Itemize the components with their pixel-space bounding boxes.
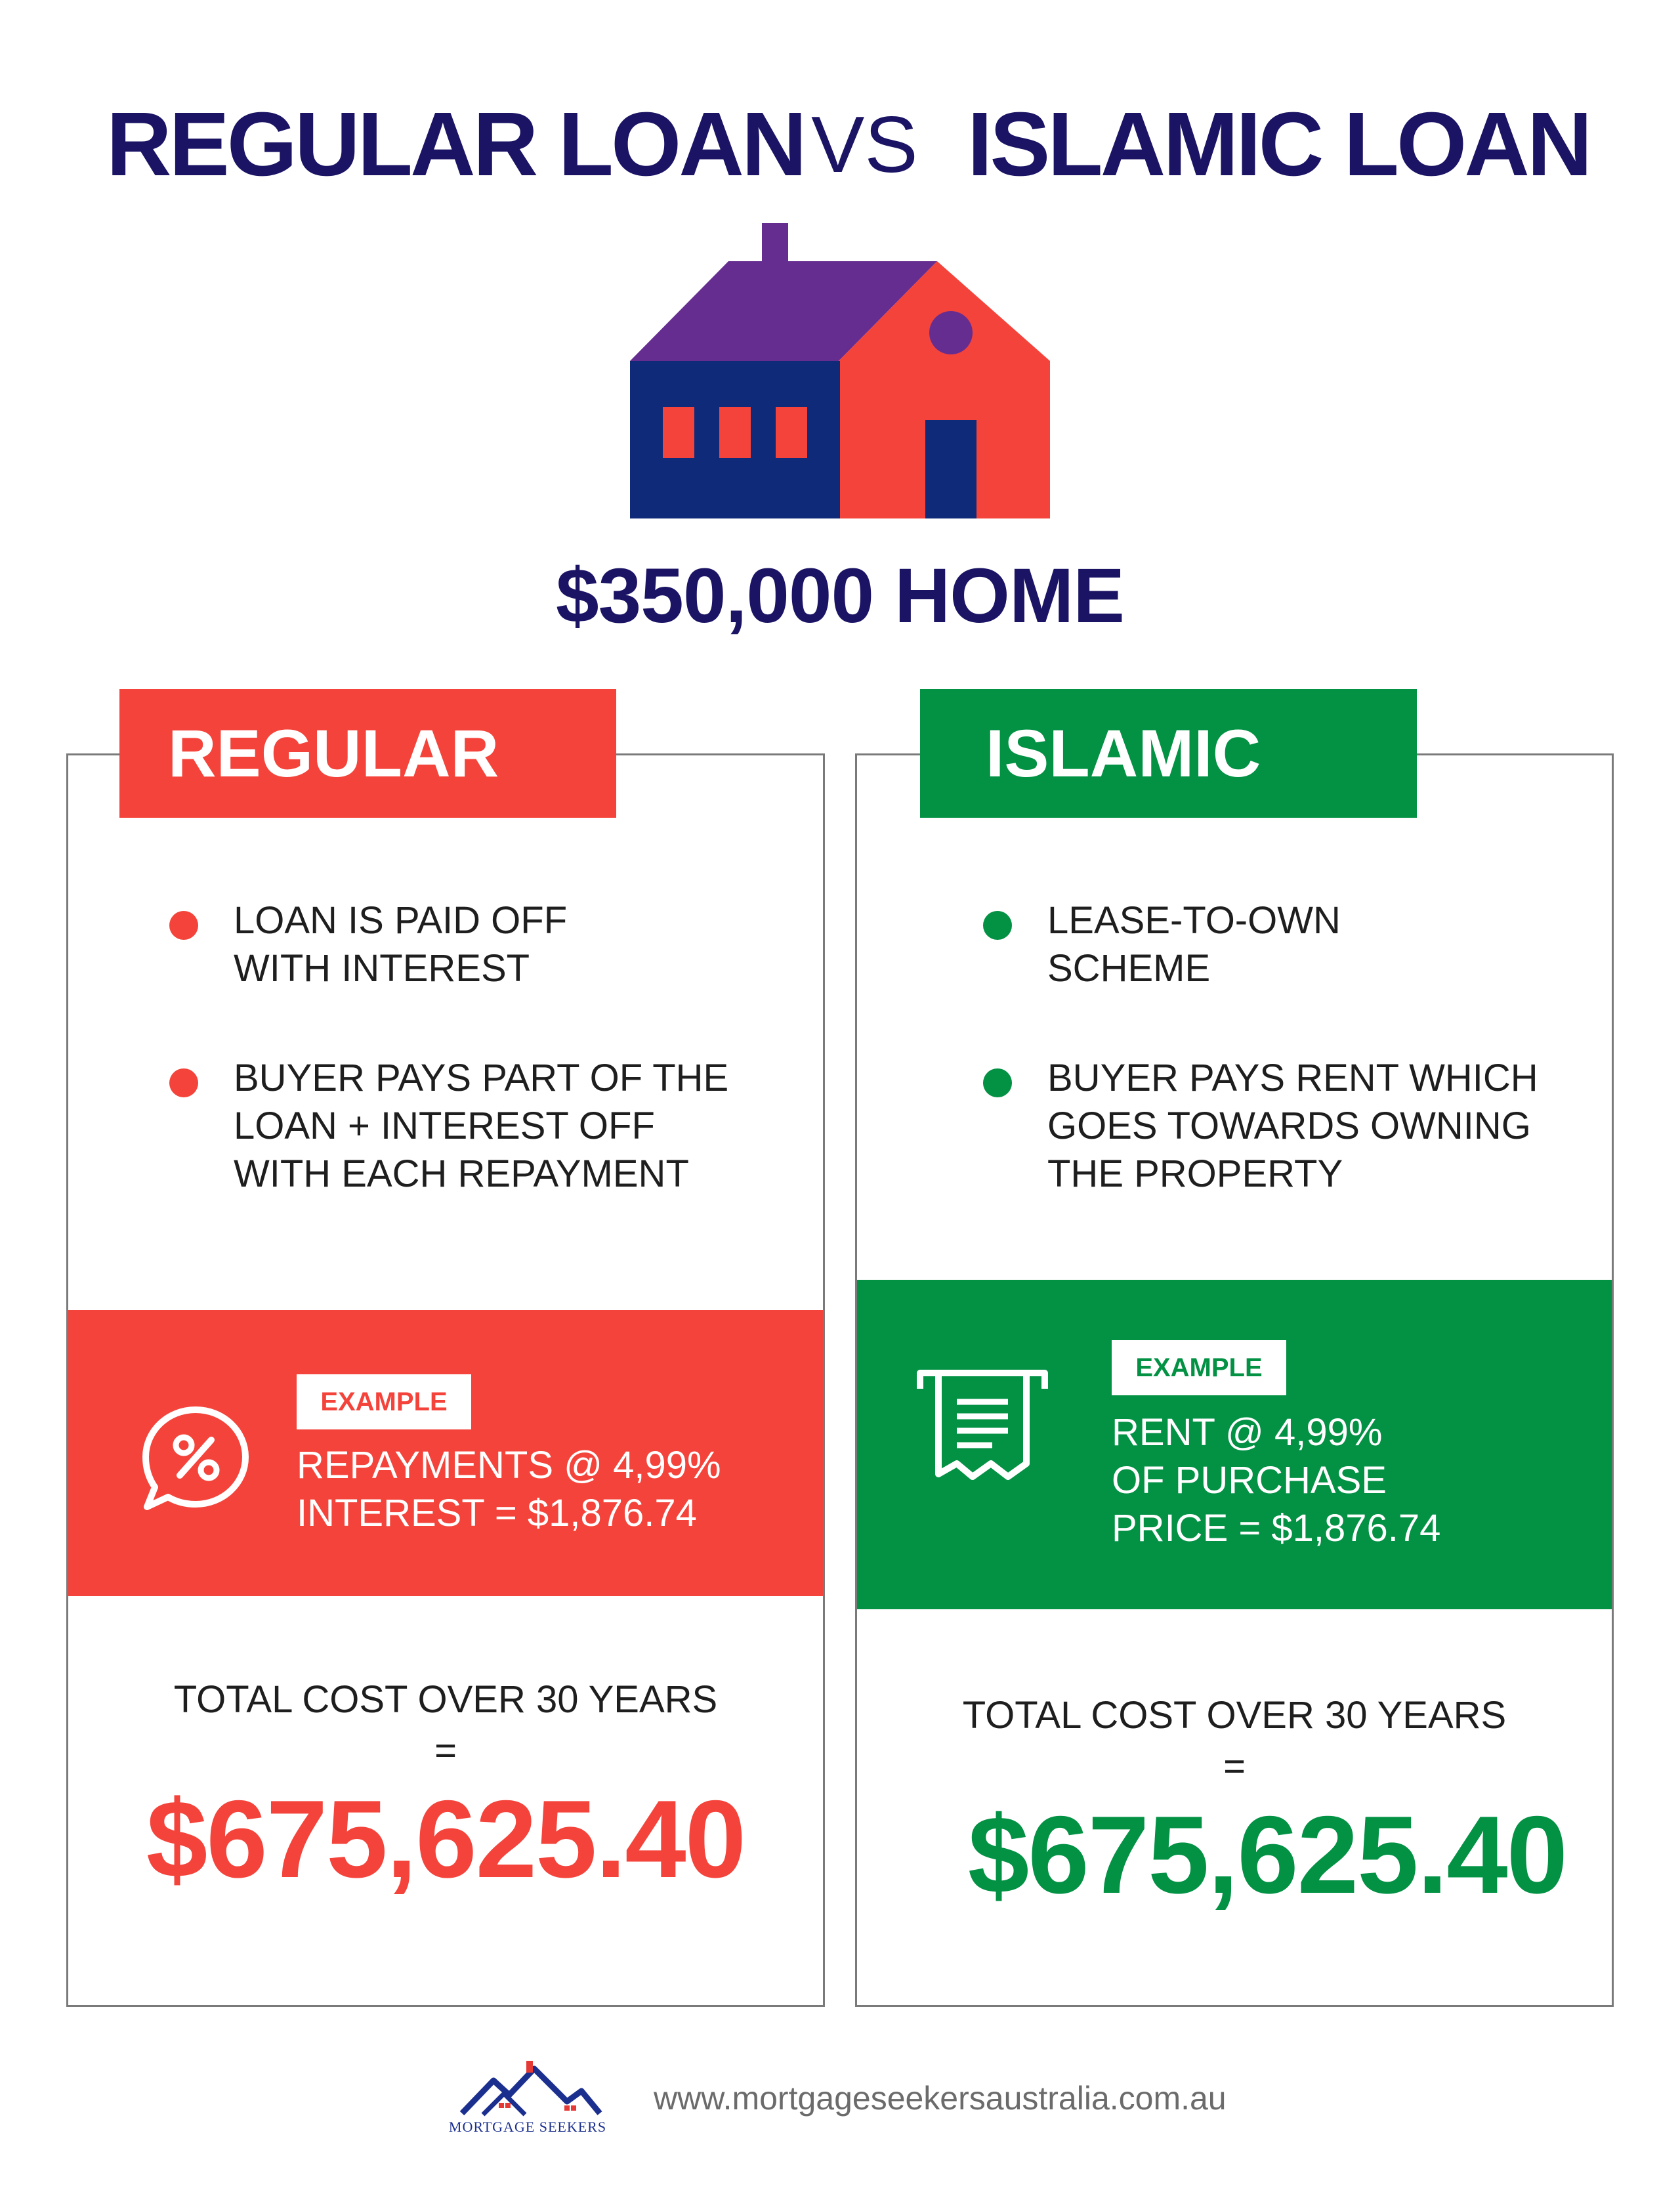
- page-title: [0, 92, 1680, 197]
- bullet-dot-icon: [169, 1068, 198, 1097]
- bullet-text: LOAN IS PAID OFF WITH INTEREST: [234, 899, 568, 990]
- bullet-dot-icon: [983, 1068, 1012, 1097]
- website-link[interactable]: www.mortgageseekersaustralia.com.au: [654, 2080, 1227, 2117]
- regular-tab: REGULAR: [119, 689, 616, 818]
- islamic-tab: ISLAMIC: [920, 689, 1417, 818]
- percent-chat-icon: [138, 1402, 253, 1513]
- islamic-total-value: $675,625.40: [967, 1793, 1567, 1916]
- mortgage-seekers-logo[interactable]: [436, 2054, 620, 2140]
- bullet-text: BUYER PAYS PART OF THE LOAN + INTEREST OFF WITH EACH REPAYMENT: [234, 1057, 729, 1195]
- title-regular-loan: REGULAR LOAN: [106, 94, 805, 195]
- islamic-bullet-list: [983, 897, 1587, 1198]
- title-vs: VS: [811, 100, 918, 189]
- logo-wordmark: MORTGAGE SEEKERS: [448, 2119, 607, 2135]
- islamic-total-label: TOTAL COST OVER 30 YEARS: [962, 1694, 1507, 1737]
- list-item: [983, 897, 1587, 992]
- receipt-icon: [914, 1365, 1051, 1483]
- title-islamic-loan: ISLAMIC LOAN: [967, 94, 1590, 195]
- roof-logo-icon: [436, 2054, 620, 2120]
- house-icon: [630, 223, 1050, 518]
- bullet-dot-icon: [169, 911, 198, 940]
- regular-example-text: REPAYMENTS @ 4,99% INTEREST = $1,876.74: [297, 1444, 721, 1534]
- list-item: [169, 1054, 760, 1198]
- islamic-example-badge: EXAMPLE: [1112, 1340, 1286, 1395]
- regular-bullet-list: [169, 897, 760, 1198]
- bullet-text: LEASE-TO-OWN SCHEME: [1047, 899, 1341, 990]
- regular-total-label: TOTAL COST OVER 30 YEARS: [173, 1678, 718, 1721]
- islamic-total-equals: =: [1223, 1745, 1246, 1788]
- regular-total-equals: =: [434, 1729, 457, 1772]
- home-price-heading: $350,000 HOME: [556, 553, 1124, 639]
- list-item: [983, 1054, 1587, 1198]
- bullet-dot-icon: [983, 911, 1012, 940]
- regular-example-badge: EXAMPLE: [297, 1374, 471, 1429]
- bullet-text: BUYER PAYS RENT WHICH GOES TOWARDS OWNING THE PROPERTY: [1047, 1057, 1538, 1195]
- regular-total-value: $675,625.40: [146, 1777, 746, 1901]
- list-item: [169, 897, 760, 992]
- islamic-example-text: RENT @ 4,99% OF PURCHASE PRICE = $1,876.74: [1112, 1411, 1441, 1550]
